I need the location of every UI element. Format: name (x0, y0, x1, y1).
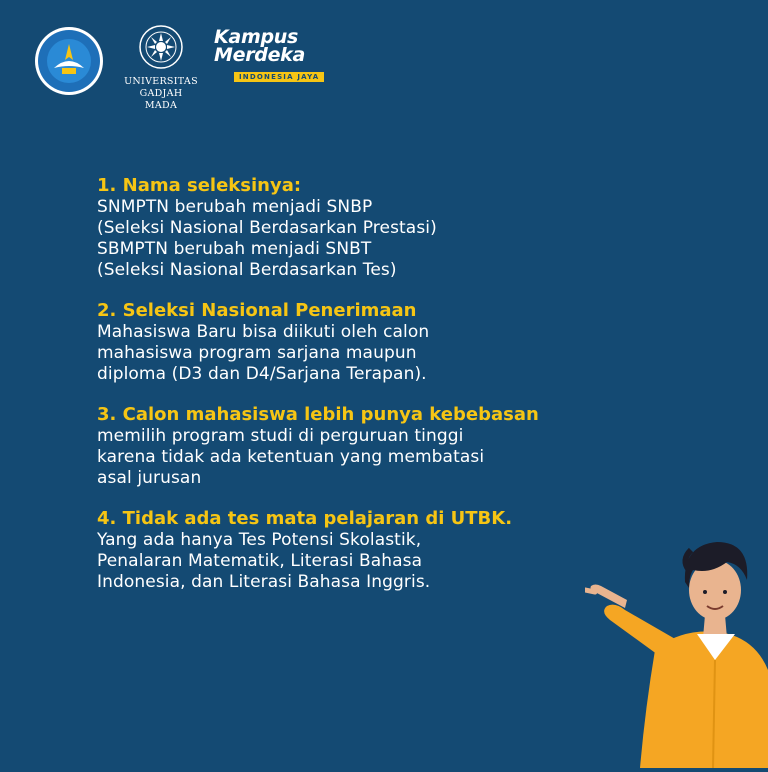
section-line: karena tidak ada ketentuan yang membatasi (97, 447, 485, 467)
section-line: Yang ada hanya Tes Potensi Skolastik, (97, 530, 422, 550)
section-heading: 2. Seleksi Nasional Penerimaan (97, 300, 417, 321)
section-4 (97, 508, 597, 593)
section-2 (97, 300, 597, 385)
kampus-tagline: INDONESIA JAYA (234, 72, 324, 82)
pointing-person-illustration (585, 520, 768, 768)
section-line: Mahasiswa Baru bisa diikuti oleh calon (97, 322, 430, 342)
section-line: (Seleksi Nasional Berdasarkan Tes) (97, 260, 397, 280)
section-line: memilih program studi di perguruan tinggi (97, 426, 464, 446)
section-line: (Seleksi Nasional Berdasarkan Prestasi) (97, 218, 437, 238)
section-line: SNMPTN berubah menjadi SNBP (97, 197, 373, 217)
ugm-logo (124, 24, 198, 111)
ugm-emblem (138, 24, 184, 70)
section-heading: 3. Calon mahasiswa lebih punya kebebasan (97, 404, 539, 425)
info-list (97, 175, 597, 612)
kemdikbud-logo (32, 24, 106, 98)
section-line: diploma (D3 dan D4/Sarjana Terapan). (97, 364, 427, 384)
section-line: Indonesia, dan Literasi Bahasa Inggris. (97, 572, 431, 592)
ugm-line2: GADJAH MADA (139, 88, 183, 111)
section-heading: 4. Tidak ada tes mata pelajaran di UTBK. (97, 508, 513, 529)
section-line: asal jurusan (97, 468, 202, 488)
section-line: mahasiswa program sarjana maupun (97, 343, 417, 363)
section-1 (97, 175, 597, 281)
ugm-line1: UNIVERSITAS (124, 76, 198, 87)
kampus-line1: Kampus (214, 26, 298, 48)
section-heading: 1. Nama seleksinya: (97, 175, 302, 196)
section-3 (97, 404, 597, 489)
section-line: SBMPTN berubah menjadi SNBT (97, 239, 372, 259)
kampus-merdeka-logo (214, 28, 344, 88)
section-line: Penalaran Matematik, Literasi Bahasa (97, 551, 423, 571)
kampus-line2: Merdeka (214, 44, 306, 66)
